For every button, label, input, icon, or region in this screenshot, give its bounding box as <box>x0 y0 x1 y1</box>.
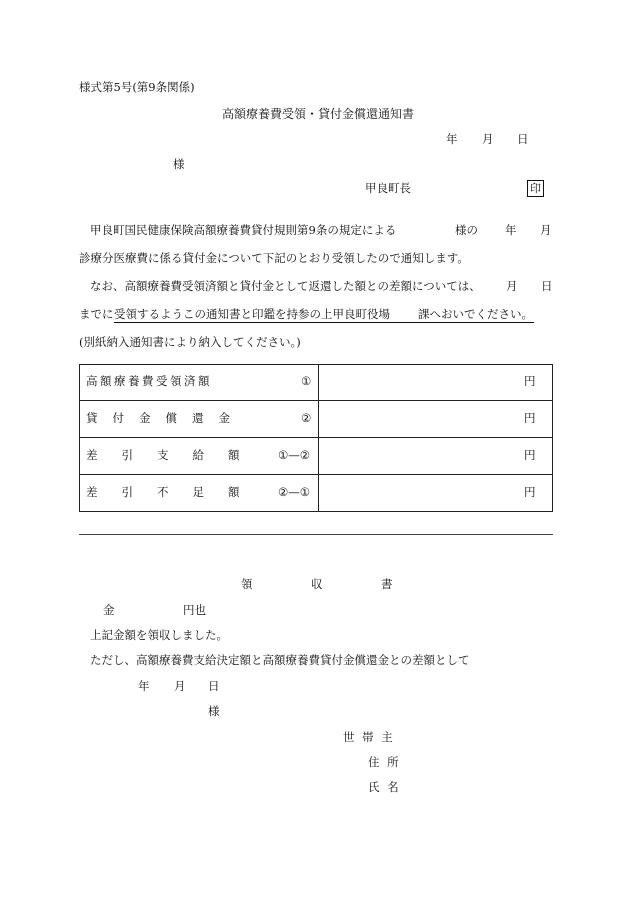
household-head-label: 世 帯 主 <box>343 730 393 744</box>
issuer-name: 甲良町長 <box>365 181 411 195</box>
table-border-right <box>552 364 553 512</box>
receipt-received: 上記金額を領収しました。 <box>90 628 228 642</box>
date-year-label: 年 <box>446 132 458 146</box>
date-month-label: 月 <box>482 132 494 146</box>
row-unit: 円 <box>524 411 536 425</box>
row-mark: ② <box>301 411 312 425</box>
row-mark: ① <box>301 374 312 388</box>
receipt-note: ただし、高額療養費支給決定額と高額療養費貸付金償還金との差額として <box>90 653 470 667</box>
row-unit: 円 <box>524 485 536 499</box>
section-separator <box>79 534 553 535</box>
instruction-underline <box>114 322 534 323</box>
table-border-top <box>79 364 553 365</box>
body-line-4-section: 課へおいでください。 <box>418 307 533 321</box>
table-border-left <box>79 364 80 512</box>
table-row-divider <box>79 474 553 475</box>
body-line-4-prefix: までに <box>79 307 114 321</box>
row-unit: 円 <box>524 448 536 462</box>
receipt-date-month: 月 <box>174 679 186 693</box>
body-line-1-year: 年 <box>505 223 517 237</box>
receipt-date-day: 日 <box>208 679 220 693</box>
date-day-label: 日 <box>517 132 529 146</box>
document-title: 高額療養費受領・貸付金償還通知書 <box>222 107 415 121</box>
body-line-3-text: なお、高額療養費受領済額と貸付金として返還した額との差額については、 <box>90 279 481 293</box>
receipt-addressee-suffix: 様 <box>208 704 220 718</box>
row-unit: 円 <box>524 374 536 388</box>
body-line-2: 診療分医療費に係る貸付金について下記のとおり受領したので通知します。 <box>79 251 469 265</box>
body-line-1-sama: 様の <box>455 223 478 237</box>
table-column-divider <box>318 364 319 512</box>
amount-suffix: 円也 <box>183 603 206 617</box>
row-mark: ①—② <box>278 448 311 462</box>
receipt-title-char: 収 <box>311 577 323 591</box>
row-mark: ②—① <box>278 485 311 499</box>
row-label: 差引支給額 <box>86 448 264 462</box>
table-row-divider <box>79 437 553 438</box>
address-label: 住 所 <box>368 755 399 769</box>
form-reference: 様式第5号(第9条関係) <box>79 80 195 94</box>
row-label: 貸付金償還金 <box>86 411 245 425</box>
seal-mark: 印 <box>527 180 544 197</box>
amount-prefix: 金 <box>103 603 115 617</box>
addressee-suffix: 様 <box>173 157 185 171</box>
body-line-4-instruction: 受領するようこの通知書と印鑑を持参の上甲良町役場 <box>114 307 390 321</box>
table-row-divider <box>79 400 553 401</box>
body-line-1-month: 月 <box>540 223 552 237</box>
receipt-title-char: 領 <box>241 577 253 591</box>
row-label: 高額療養費受領済額 <box>86 374 212 388</box>
body-line-5: (別紙納入通知書により納入してください。) <box>79 335 301 349</box>
receipt-date-year: 年 <box>138 679 150 693</box>
body-line-3-month: 月 <box>506 279 518 293</box>
table-border-bottom <box>79 511 553 512</box>
body-line-3-day: 日 <box>541 279 553 293</box>
row-label: 差引不足額 <box>86 485 264 499</box>
body-line-1-text: 甲良町国民健康保険高額療養費貸付規則第9条の規定による <box>90 223 397 237</box>
name-label: 氏 名 <box>368 780 399 794</box>
receipt-title-char: 書 <box>381 577 393 591</box>
